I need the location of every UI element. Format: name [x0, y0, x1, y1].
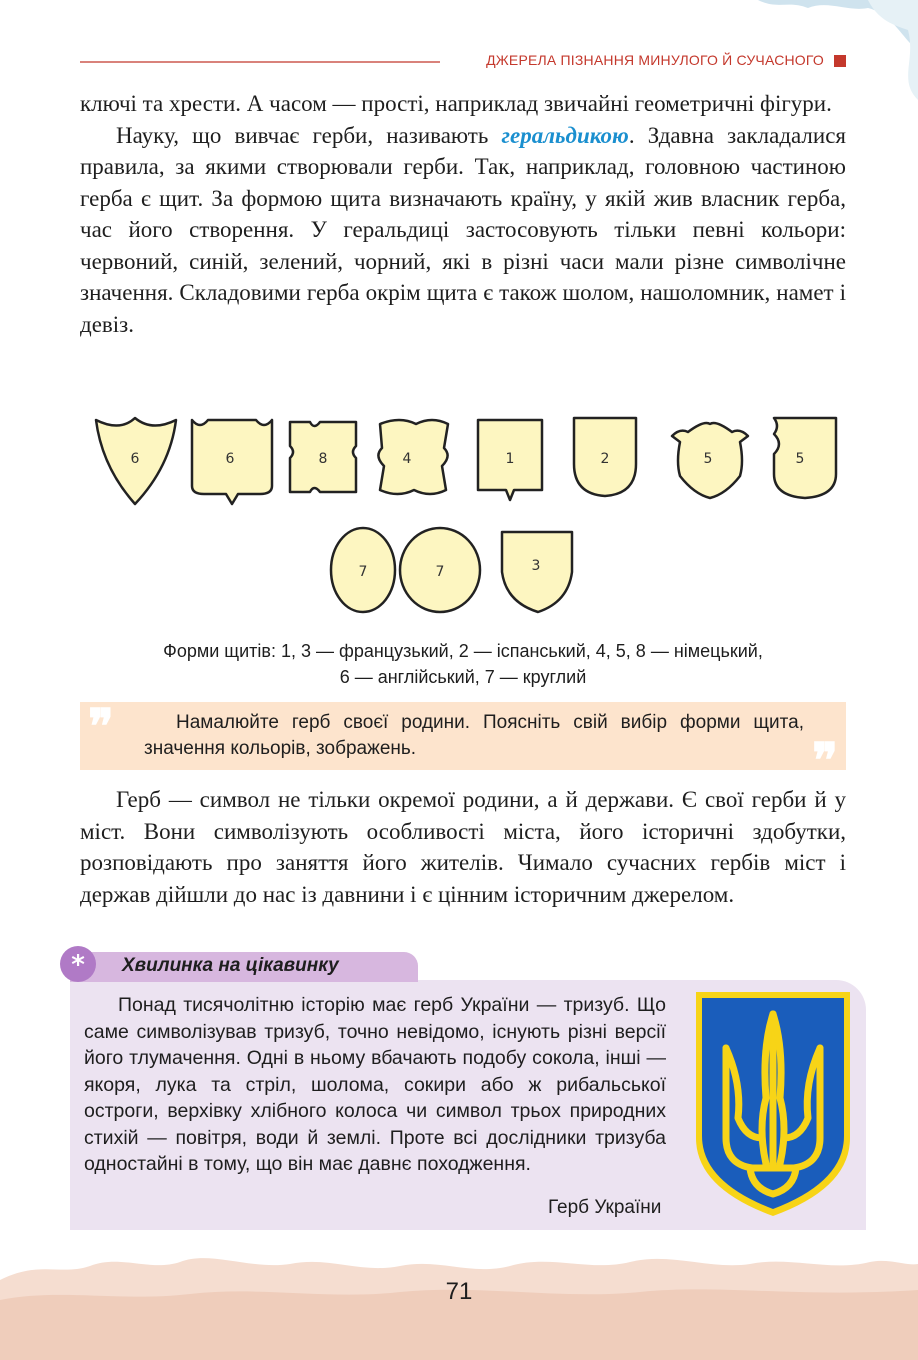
- paragraph-heraldry-body: . Здавна закладалися правила, за якими створювали герби. Так, наприклад, головною частиною герба є щит. За формою щита визначають країну, у якій жив власник герба, час його створення. У геральдиці застосовують тільки певні кольори: червоний, синій, зелений, чорний, які в різні часи мали різне символічне значення. Складовими герба окрім щита є також шолом, нашоломник, намет і девіз.: [80, 122, 847, 337]
- header-rule: [80, 61, 440, 63]
- paragraph-continuation: ключі та хрести. А часом — прості, наприклад звичайні геометричні фігури.: [80, 91, 832, 116]
- fact-text: Понад тисячолітню історію має герб України — тризуб. Що саме символізував тризуб, точно невідомо, існують різні версії його тлумачення. Одні в ньому вбачають подобу сокола, інші — якоря, лука та стріл, шолома, сокири або ж рибальської остроги, верхівку хлібного колоса чи символ трьох природних стихій — повітря, води й землі. Проте всі дослідники тризуба одностайні в тому, що він має давнє походження.: [84, 994, 666, 1175]
- shield-label: 2: [600, 451, 610, 467]
- page-number: 71: [445, 1278, 473, 1305]
- shield-label: 4: [402, 451, 412, 467]
- term-heraldry: геральдикою: [501, 122, 629, 148]
- shield-label: 3: [531, 558, 541, 574]
- shield-label: 7: [435, 564, 445, 580]
- paragraph-heraldry-intro: Науку, що вивчає герби, називають: [116, 122, 502, 148]
- task-text: Намалюйте герб своєї родини. Поясніть свій вибір форми щита, значення кольорів, зображень.: [144, 712, 804, 759]
- header-square-marker: [834, 55, 846, 67]
- body-text-bottom: [80, 784, 846, 910]
- shield-label: 8: [318, 451, 328, 467]
- shield-german-4: [378, 420, 448, 494]
- figure-caption-line2: 6 — англійський, 7 — круглий: [339, 667, 587, 687]
- shield-shapes-figure: [80, 412, 846, 622]
- task-text-wrapper: [144, 710, 804, 762]
- quote-open-icon: ❞: [88, 701, 114, 754]
- paragraph-heraldry: [80, 120, 846, 341]
- star-icon: *: [60, 946, 96, 982]
- coat-of-arms-caption: Герб України: [548, 1197, 662, 1218]
- figure-caption: [80, 638, 846, 690]
- quote-close-icon: ❞: [812, 735, 838, 788]
- fact-title: Хвилинка на цікавинку: [122, 955, 339, 976]
- shield-label: 6: [130, 451, 140, 467]
- shield-label: 7: [358, 564, 368, 580]
- shield-german-5-b: [774, 418, 836, 498]
- task-box: [80, 701, 846, 788]
- coat-of-arms-image: [692, 988, 854, 1220]
- running-header: [80, 52, 846, 74]
- shield-label: 6: [225, 451, 235, 467]
- shield-label: 5: [703, 451, 713, 467]
- shield-label: 1: [505, 451, 515, 467]
- fact-text-wrapper: [84, 992, 666, 1178]
- paragraph-state-arms: Герб — символ не тільки окремої родини, а й держави. Є свої герби й у міст. Вони символізують особливості міста, його історичні здобутки, розповідають про заняття його жителів. Чимало сучасних гербів міст і держав дійшли до нас із давнини і є цінним історичним джерелом.: [80, 787, 846, 907]
- running-header-title: ДЖЕРЕЛА ПІЗНАННЯ МИНУЛОГО Й СУЧАСНОГО: [486, 52, 824, 68]
- figure-caption-line1: Форми щитів: 1, 3 — французький, 2 — іспанський, 4, 5, 8 — німецький,: [163, 641, 763, 661]
- body-text-top: [80, 88, 846, 340]
- shield-label: 5: [795, 451, 805, 467]
